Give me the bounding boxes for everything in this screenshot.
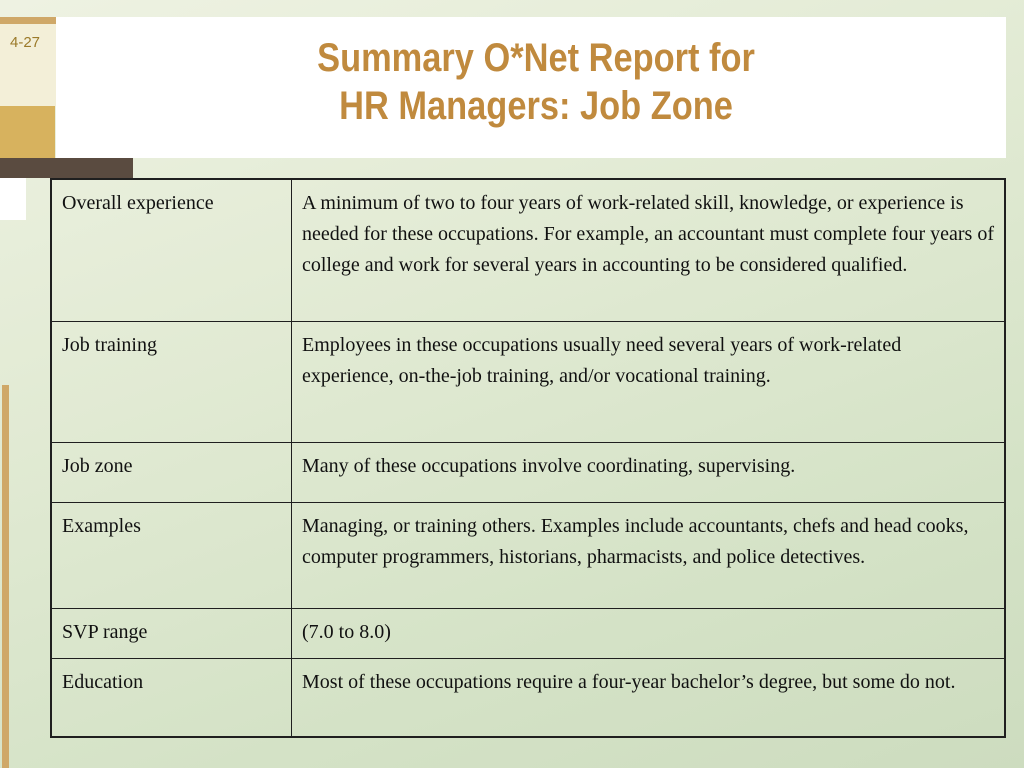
decorative-dark-bar <box>0 158 133 178</box>
table-row <box>51 608 1005 658</box>
page-title-line-1: Summary O*Net Report for <box>317 36 755 80</box>
decorative-white-block <box>0 178 26 220</box>
row-label: Examples <box>51 502 292 608</box>
row-description: A minimum of two to four years of work-related skill, knowledge, or experience is needed for these occupations. For example, an accountant must complete four years of college and work for several years in accounting to be considered qualified. <box>292 179 1006 321</box>
row-label: Job zone <box>51 442 292 502</box>
table-row <box>51 658 1005 737</box>
table-row <box>51 321 1005 442</box>
table-row <box>51 502 1005 608</box>
row-description: Employees in these occupations usually need several years of work-related experience, on-the-job training, and/or vocational training. <box>292 321 1006 442</box>
row-label: Education <box>51 658 292 737</box>
table-row <box>51 442 1005 502</box>
slide-number: 4-27 <box>10 34 41 51</box>
row-label: SVP range <box>51 608 292 658</box>
decorative-vertical-line <box>2 385 9 768</box>
job-zone-table <box>50 178 1006 738</box>
row-description: Managing, or training others. Examples include accountants, chefs and head cooks, computer programmers, historians, pharmacists, and police detectives. <box>292 502 1006 608</box>
row-description: Most of these occupations require a four-year bachelor’s degree, but some do not. <box>292 658 1006 737</box>
row-description: (7.0 to 8.0) <box>292 608 1006 658</box>
row-label: Job training <box>51 321 292 442</box>
row-label: Overall experience <box>51 179 292 321</box>
page-title-line-2: HR Managers: Job Zone <box>339 84 733 128</box>
page-title <box>123 34 949 130</box>
row-description: Many of these occupations involve coordinating, supervising. <box>292 442 1006 502</box>
table-row <box>51 179 1005 321</box>
decorative-gold-block <box>0 106 55 158</box>
